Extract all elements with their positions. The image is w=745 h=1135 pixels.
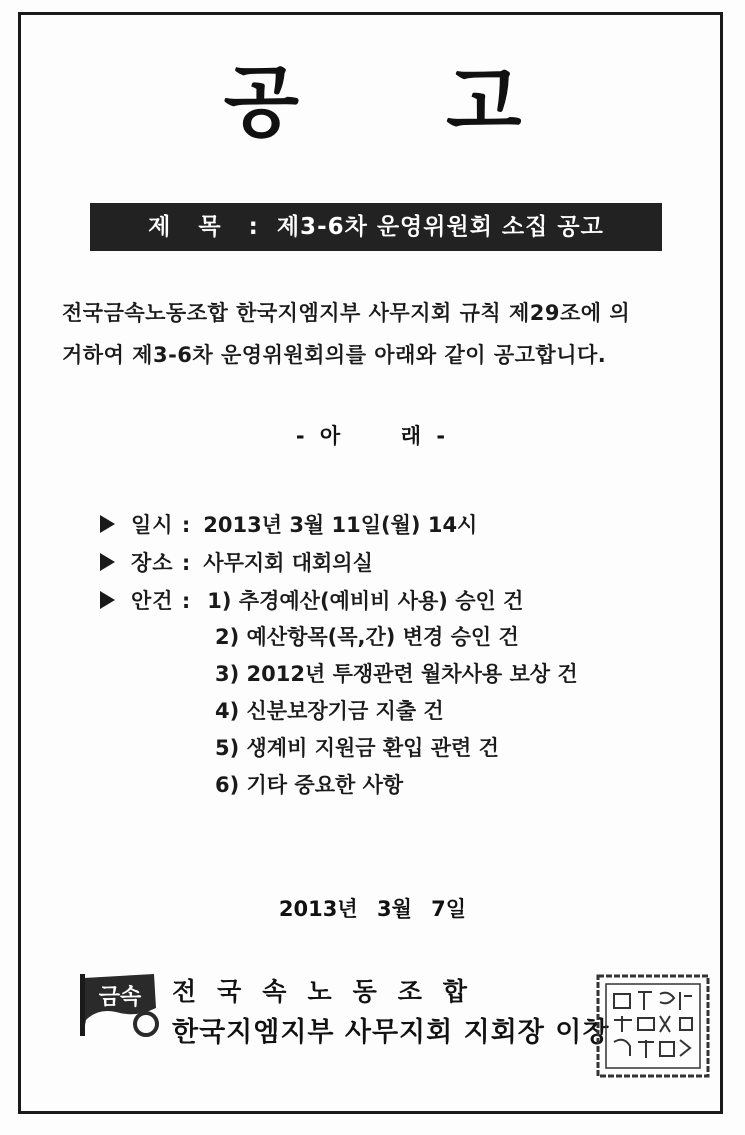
- notice-body: [62, 292, 702, 376]
- agenda-entry: 3) 2012년 투쟁관련 월차사용 보상 건: [215, 662, 578, 686]
- body-line-2: 거하여 제3-6차 운영위원회의를 아래와 같이 공고합니다.: [62, 343, 607, 367]
- agenda-entry: 1) 추경예산(예비비 사용) 승인 건: [207, 589, 524, 613]
- triangle-bullet-icon: [100, 515, 115, 533]
- notice-date: 2013년 3월 7일: [278, 897, 467, 921]
- item-datetime: [100, 505, 720, 543]
- place-label: 장소 :: [131, 551, 192, 575]
- union-logo-icon: [76, 968, 168, 1038]
- datetime-value: 2013년 3월 11일(월) 14시: [203, 513, 478, 537]
- triangle-bullet-icon: [100, 591, 115, 609]
- agenda-label: 안건 :: [131, 589, 192, 613]
- body-line-1: 전국금속노동조합 한국지엠지부 사무지회 규칙 제29조에 의: [62, 301, 631, 325]
- union-name: 전국속노동조합: [172, 977, 489, 1006]
- agenda-entry: 4) 신분보장기금 지출 건: [215, 699, 444, 723]
- agenda-entry: 2) 예산항목(목,간) 변경 승인 건: [215, 625, 519, 649]
- item-agenda: [100, 581, 720, 619]
- subject-text: 제3-6차 운영위원회 소집 공고: [276, 214, 604, 240]
- agenda-entry: 6) 기타 중요한 사항: [215, 773, 404, 797]
- datetime-label: 일시 :: [131, 513, 192, 537]
- section-heading: - 아 래 -: [295, 424, 450, 448]
- official-seal-icon: [594, 972, 712, 1080]
- subject-label: 제 목 :: [148, 214, 268, 240]
- signer-line: 한국지엠지부 사무지회 지회장 이창: [172, 1017, 610, 1048]
- notice-items: [100, 505, 720, 804]
- agenda-entry: 5) 생계비 지원금 환입 관련 건: [215, 736, 499, 760]
- logo-text: 금속: [98, 985, 142, 1010]
- page-title: 공 고: [223, 58, 582, 148]
- triangle-bullet-icon: [100, 553, 115, 571]
- place-value: 사무지회 대회의실: [203, 551, 373, 575]
- subject-bar: [90, 203, 662, 251]
- item-place: [100, 543, 720, 581]
